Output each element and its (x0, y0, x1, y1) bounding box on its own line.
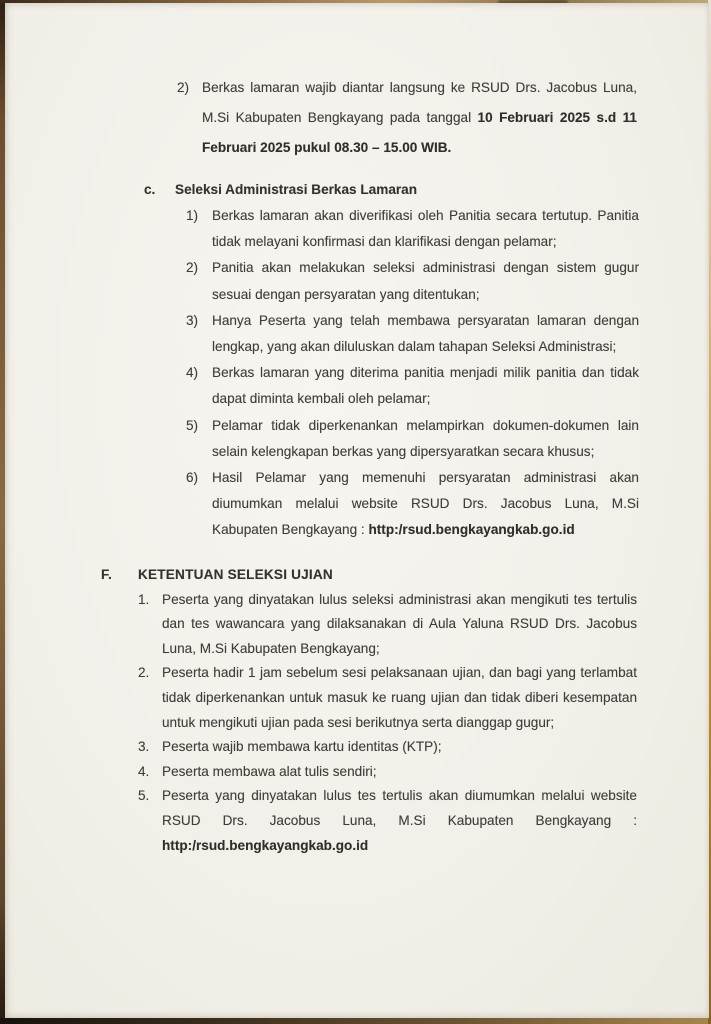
section-ketentuan-seleksi-ujian (5, 562, 709, 859)
list-item (186, 203, 639, 255)
list-item-body: Pelamar tidak diperkenankan melampirkan dokumen-dokumen lain selain kelengkapan berkas yang dipersyaratkan secara khusus; (212, 417, 639, 459)
section-items (5, 203, 709, 544)
section-heading (101, 562, 709, 588)
section-seleksi-administrasi (5, 177, 709, 544)
list-item (186, 360, 639, 412)
website-url: http:/rsud.bengkayangkab.go.id (162, 837, 369, 853)
list-marker: 2) (177, 80, 190, 95)
photo-edge-bottom (0, 1018, 711, 1024)
section-heading (144, 177, 709, 203)
list-item-body: Panitia akan melakukan seleksi administrasi dengan sistem gugur sesuai dengan persyaratan yang ditentukan; (212, 260, 639, 302)
list-marker: 2. (138, 665, 150, 681)
list-item-bold: 10 Februari 2025 s.d 11 Februari 2025 pukul 08.30 – 15.00 WIB. (202, 110, 637, 155)
list-marker: 4) (186, 365, 199, 381)
list-item-text (202, 73, 637, 163)
list-item-text (162, 735, 637, 760)
list-item-text (212, 465, 639, 544)
list-marker: 6) (186, 470, 199, 486)
list-item-body: Peserta yang dinyatakan lulus tes tertulis akan diumumkan melalui website RSUD Drs. Jacobus Luna, M.Si Kabupaten Bengkayang : (162, 788, 637, 828)
list-item-text (162, 760, 637, 785)
list-item (138, 760, 637, 785)
list-marker: 3. (138, 739, 150, 755)
list-item (138, 784, 637, 858)
list-item-text (212, 360, 639, 412)
list-item-text (212, 413, 639, 465)
list-marker: 2) (186, 260, 199, 276)
list-item-body: Hasil Pelamar yang memenuhi persyaratan administrasi akan diumumkan melalui website RSUD Drs. Jacobus Luna, M.Si Kabupaten Bengkayang : (212, 470, 639, 538)
list-item (138, 735, 637, 760)
list-item (186, 308, 639, 360)
list-item-body: Peserta yang dinyatakan lulus seleksi administrasi akan mengikuti tes tertulis dan tes wawancara yang dilaksanakan di Aula Yaluna RSUD Drs. Jacobus Luna, M.Si Kabupaten Bengkayang; (162, 591, 637, 656)
list-item-text (212, 203, 639, 255)
list-item (177, 73, 637, 163)
list-item (186, 255, 639, 307)
page-content (5, 73, 709, 858)
section-title: KETENTUAN SELEKSI UJIAN (138, 566, 333, 582)
website-url: http:/rsud.bengkayangkab.go.id (368, 522, 575, 538)
list-marker: 1. (138, 591, 150, 607)
list-item-body: Hanya Peserta yang telah membawa persyaratan lamaran dengan lengkap, yang akan diluluskan dalam tahapan Seleksi Administrasi; (212, 312, 639, 355)
section-marker: F. (101, 566, 112, 582)
list-marker: 5. (138, 788, 150, 804)
list-marker: 3) (186, 312, 199, 328)
list-item (138, 661, 637, 735)
list-item (138, 588, 637, 662)
list-item (186, 413, 639, 465)
list-item-body: Berkas lamaran wajib diantar langsung ke RSUD Drs. Jacobus Luna, M.Si Kabupaten Bengkayang pada tanggal (202, 80, 637, 125)
list-marker: 5) (186, 417, 199, 433)
list-item-text (212, 255, 639, 307)
list-item (186, 465, 639, 544)
list-item-body: Peserta wajib membawa kartu identitas (KTP); (162, 739, 442, 755)
section-items (5, 588, 709, 859)
list-item-text (162, 661, 637, 735)
section-marker: c. (144, 182, 156, 197)
list-item-text (212, 308, 639, 360)
list-item-body: Peserta hadir 1 jam sebelum sesi pelaksanaan ujian, dan bagi yang terlambat tidak diperkenankan untuk masuk ke ruang ujian dan tidak diberi kesempatan untuk mengikuti ujian pada sesi berikutnya serta dianggap gugur; (162, 665, 637, 730)
section-title: Seleksi Administrasi Berkas Lamaran (175, 182, 418, 197)
list-marker: 4. (138, 763, 150, 779)
list-item-text (162, 784, 637, 858)
list-marker: 1) (186, 208, 199, 223)
list-item-body: Berkas lamaran akan diverifikasi oleh Panitia secara tertutup. Panitia tidak melayani konfirmasi dan klarifikasi dengan pelamar; (212, 208, 639, 250)
list-item-text (162, 588, 637, 662)
list-item-body: Peserta membawa alat tulis sendiri; (162, 763, 377, 779)
list-item-body: Berkas lamaran yang diterima panitia menjadi milik panitia dan tidak dapat diminta kembali oleh pelamar; (212, 365, 639, 407)
scanned-page (5, 3, 709, 1018)
